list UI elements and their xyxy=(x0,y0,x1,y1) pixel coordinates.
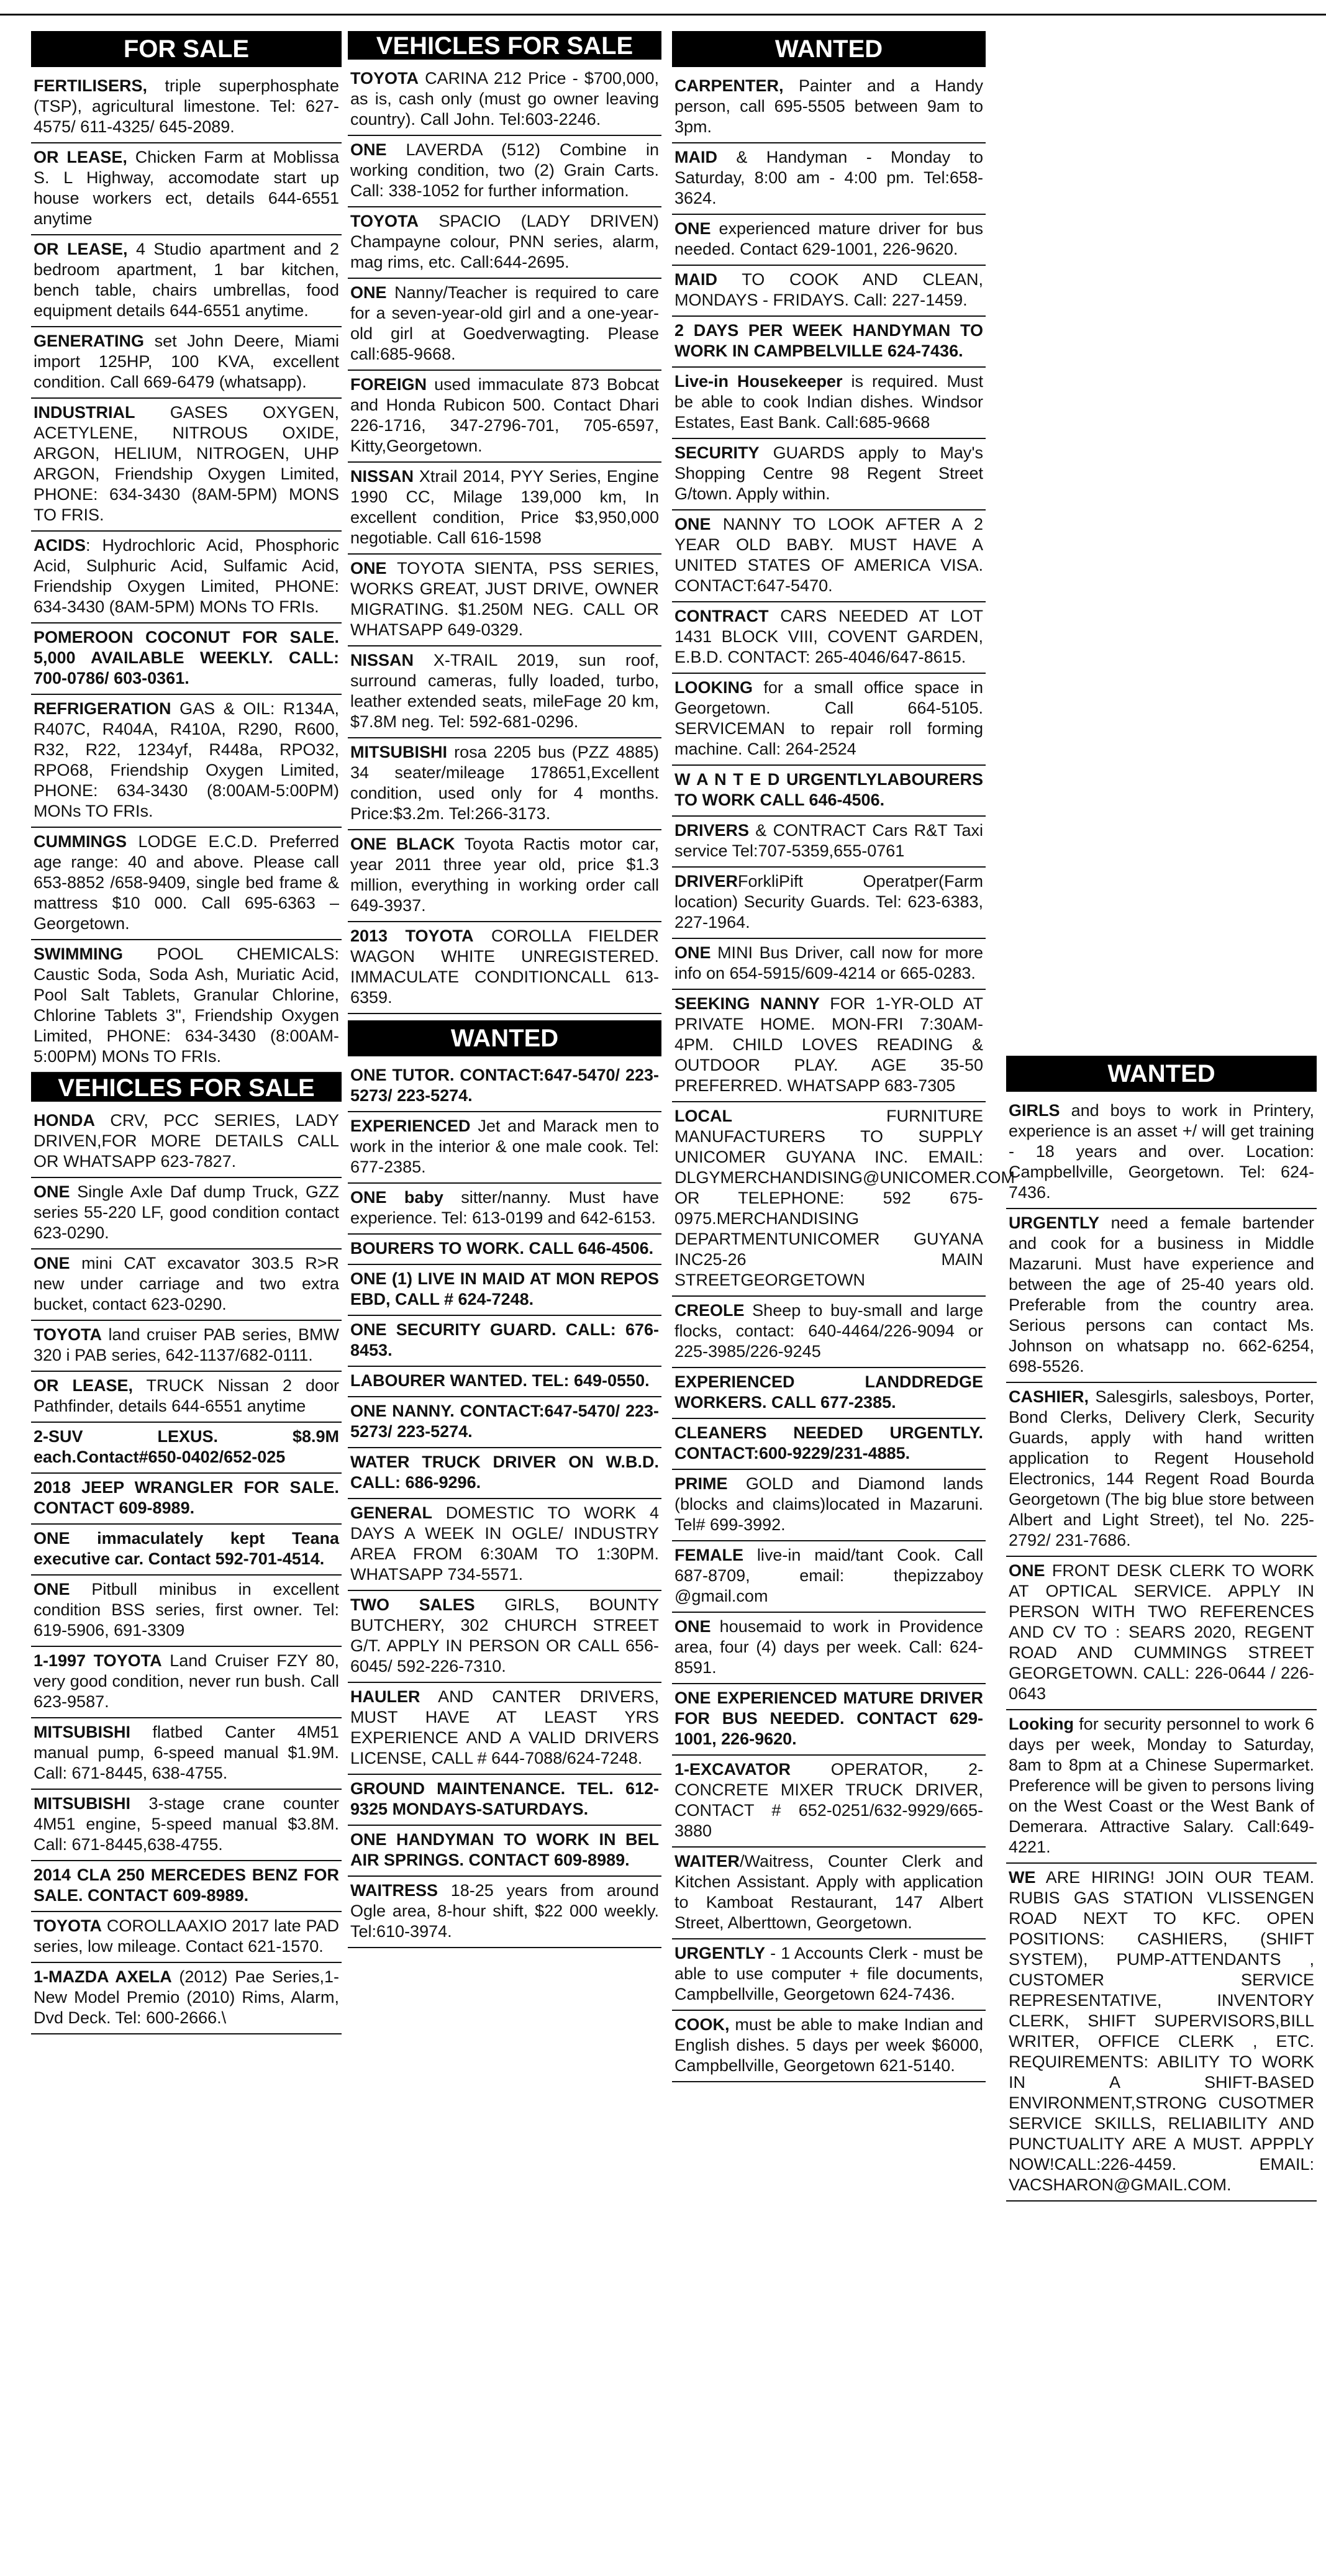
ad-lead: ONE xyxy=(674,943,711,962)
ad-body: need a female bartender and cook for a business in Middle Mazaruni. Must have experience and between the age of 25-40 years old. Preferable from the country area. Serious persons can contact Ms. Johnson on whatsapp no. 662-6254, 698-5526. xyxy=(1009,1213,1314,1376)
ad-body: Painter and a Handy person, call 695-5505 between 9am to 3pm. xyxy=(674,76,983,136)
ad-body: GAS & OIL: R134A, R407C, R404A, R410A, R290, R600, R32, R22, 1234yf, R448a, RPO32, RPO68, Friendship Oxygen Limited, PHONE: 634-3430 (8:00AM-5:00PM) MONs TO FRIs. xyxy=(34,699,339,820)
classified-ad xyxy=(31,1178,342,1249)
ad-body: housemaid to work in Providence area, four (4) days per week. Call: 624-8591. xyxy=(674,1617,983,1677)
ad-lead: CONTRACT xyxy=(674,607,769,625)
classified-ad xyxy=(348,922,661,1014)
classified-ad xyxy=(31,327,342,399)
classified-ad xyxy=(672,766,986,817)
ad-body: CARINA 212 Price - $700,000, as is, cash only (must go owner leaving country). Call John. Tel:603-2246. xyxy=(350,69,659,129)
classified-ad xyxy=(348,830,661,922)
classified-ad xyxy=(348,136,661,207)
ad-lead: ONE EXPERIENCED MATURE DRIVER FOR BUS NEEDED. CONTACT 629-1001, 226-9620. xyxy=(674,1689,983,1748)
ad-body: LODGE E.C.D. Preferred age range: 40 and above. Please call 653-8852 /658-9409, single bed frame & mattress $10 000. Call 695-6363 – Georgetown. xyxy=(34,832,339,933)
ad-body: must be able to make Indian and English dishes. 5 days per week $6000, Campbellville, Georgetown 621-5140. xyxy=(674,2015,983,2075)
ad-lead: ONE xyxy=(34,1254,70,1272)
ad-lead: ONE HANDYMAN TO WORK IN BEL AIR SPRINGS. CONTACT 609-8989. xyxy=(350,1830,659,1869)
ad-body: flatbed Canter 4M51 manual pump, 6-speed manual $1.9M. Call: 671-8445, 638-4755. xyxy=(34,1723,339,1782)
ad-lead: ONE immaculately kept Teana executive car. Contact 592-701-4514. xyxy=(34,1529,339,1568)
ad-lead: TOYOTA xyxy=(350,212,419,230)
section-header-for-sale: FOR SALE xyxy=(31,31,342,67)
classified-ad xyxy=(672,868,986,939)
ad-body: GASES OXYGEN, ACETYLENE, NITROUS OXIDE, ARGON, HELIUM, NITROGEN, UHP ARGON, Friendship Oxygen Limited, PHONE: 634-3430 (8AM-5PM) MONS TO FRIS. xyxy=(34,403,339,524)
classified-ad xyxy=(31,1474,342,1525)
section-header-vehicles-for-sale: VEHICLES FOR SALE xyxy=(348,31,661,60)
classified-ad xyxy=(31,1525,342,1576)
classified-ad xyxy=(672,368,986,439)
ad-lead: CARPENTER, xyxy=(674,76,784,95)
classified-ad xyxy=(348,1265,661,1316)
classified-ad xyxy=(672,1541,986,1613)
ad-lead: URGENTLY xyxy=(674,1944,766,1962)
classified-ad xyxy=(1006,1383,1317,1557)
wanted-list xyxy=(672,72,1015,2082)
vehicles-list xyxy=(31,1107,342,2034)
classified-ad xyxy=(31,940,342,1073)
column-3 xyxy=(672,31,1015,2082)
ad-lead: OR LEASE, xyxy=(34,1376,133,1395)
ad-body: FURNITURE MANUFACTURERS TO SUPPLY UNICOMER GUYANA INC. EMAIL: DLGYMERCHANDISING@UNICOMER.COM OR TELEPHONE: 592 675-0975.MERCHANDISING DEPARTMENTUNICOMER GUYANA INC25-26 MAIN STREETGEORGETOWN xyxy=(674,1107,1015,1289)
ad-body: - 1 Accounts Clerk - must be able to use computer + file documents, Campbellville, Georgetown 624-7436. xyxy=(674,1944,983,2003)
ad-lead: CASHIER, xyxy=(1009,1387,1089,1406)
ad-body: /Waitress, Counter Clerk and Kitchen Assistant. Apply with application to Kamboat Restaurant, 147 Albert Street, Alberttown, Georgetown. xyxy=(674,1852,983,1932)
classified-ad xyxy=(348,1448,661,1499)
ad-body: COROLLAAXIO 2017 late PAD series, low mileage. Contact 621-1570. xyxy=(34,1916,339,1956)
ad-body: TOYOTA SIENTA, PSS SERIES, WORKS GREAT, JUST DRIVE, OWNER MIGRATING. $1.250M NEG. CALL OR WHATSAPP 649-0329. xyxy=(350,559,659,639)
classified-ad xyxy=(348,1877,661,1948)
wanted-list xyxy=(348,1061,661,1948)
classified-ad xyxy=(348,1591,661,1683)
ad-lead: ONE NANNY. CONTACT:647-5470/ 223-5273/ 223-5274. xyxy=(350,1402,659,1441)
ad-lead: OR LEASE, xyxy=(34,148,127,166)
ad-body: & CONTRACT Cars R&T Taxi service Tel:707-5359,655-0761 xyxy=(674,821,983,860)
ad-lead: HAULER xyxy=(350,1687,420,1706)
ad-body: CARS NEEDED AT LOT 1431 BLOCK VIII, COVENT GARDEN, E.B.D. CONTACT: 265-4046/647-8615. xyxy=(674,607,983,666)
ad-lead: WE xyxy=(1009,1868,1036,1887)
classified-ad xyxy=(672,1419,986,1470)
classified-ad xyxy=(672,143,986,215)
ad-body: X-TRAIL 2019, sun roof, surround cameras, fully loaded, turbo, leather extended seats, mileFage 20 km, $7.8M neg. Tel: 592-681-0296. xyxy=(350,651,659,731)
ad-body: & Handyman - Monday to Saturday, 8:00 am - 4:00 pm. Tel:658-3624. xyxy=(674,148,983,207)
ad-lead: ONE xyxy=(350,140,387,159)
ad-lead: GROUND MAINTENANCE. TEL. 612-9325 MONDAYS-SATURDAYS. xyxy=(350,1779,659,1818)
ad-body: TRUCK Nissan 2 door Pathfinder, details 644-6551 anytime xyxy=(34,1376,339,1415)
ad-body: AND CANTER DRIVERS, MUST HAVE AT LEAST YRS EXPERIENCE AND A VALID DRIVERS LICENSE, CALL # 644-7088/624-7248. xyxy=(350,1687,659,1767)
classified-ad xyxy=(31,1718,342,1790)
ad-lead: EXPERIENCED xyxy=(350,1117,471,1135)
ad-body: POOL CHEMICALS: Caustic Soda, Soda Ash, Muriatic Acid, Pool Salt Tablets, Granular Chlorine, Chlorine Tablets 3", Friendship Oxygen Limited, PHONE: 634-3430 (8:00AM-5:00PM) MONs TO FRIs. xyxy=(34,945,339,1066)
ad-body: 4 Studio apartment and 2 bedroom apartment, 1 bar kitchen, bench table, chairs umbrellas, food equipment details 644-6551 anytime. xyxy=(34,240,339,320)
ad-body: Sheep to buy-small and large flocks, contact: 640-4464/226-9094 or 225-3985/226-9245 xyxy=(674,1301,983,1361)
ad-body: FOR 1-YR-OLD AT PRIVATE HOME. MON-FRI 7:30AM-4PM. CHILD LOVES READING & OUTDOOR PLAY. AGE 35-50 PREFERRED. WHATSAPP 683-7305 xyxy=(674,994,983,1095)
classified-ad xyxy=(348,463,661,555)
ad-body: mini CAT excavator 303.5 R>R new under carriage and two extra bucket, contact 623-0290. xyxy=(34,1254,339,1313)
ad-lead: W A N T E D URGENTLYLABOURERS TO WORK CALL 646-4506. xyxy=(674,770,983,809)
ad-lead: HONDA xyxy=(34,1111,95,1130)
classified-ad xyxy=(348,1235,661,1265)
ad-lead: COOK, xyxy=(674,2015,730,2034)
ad-body: Single Axle Daf dump Truck, GZZ series 55-220 LF, good condition contact 623-0290. xyxy=(34,1182,339,1242)
classified-ad xyxy=(348,555,661,646)
vehicles-list xyxy=(348,65,661,1014)
classified-ad xyxy=(348,279,661,371)
classified-ad xyxy=(672,602,986,674)
ad-lead: ONE xyxy=(674,1617,711,1636)
top-rule xyxy=(0,14,1326,16)
ad-body: Chicken Farm at Moblissa S. L Highway, accomodate start up house workers ect, details 644-6551 anytime xyxy=(34,148,339,228)
ad-body: MINI Bus Driver, call now for more info on 654-5915/609-4214 or 665-0283. xyxy=(674,943,983,982)
ad-body: : Hydrochloric Acid, Phosphoric Acid, Sulphuric Acid, Sulfamic Acid, Friendship Oxygen Limited, PHONE: 634-3430 (8AM-5PM) MONs TO FRIs. xyxy=(34,536,339,616)
ad-body: set John Deere, Miami import 125HP, 100 KVA, excellent condition. Call 669-6479 (whatsapp). xyxy=(34,332,339,391)
ad-lead: CUMMINGS xyxy=(34,832,127,851)
ad-lead: ONE (1) LIVE IN MAID AT MON REPOS EBD, CALL # 624-7248. xyxy=(350,1269,659,1308)
ad-lead: OR LEASE, xyxy=(34,240,128,258)
section-header-wanted: WANTED xyxy=(1006,1056,1317,1092)
ad-lead: 2-SUV LEXUS. $8.9M each.Contact#650-0402/652-025 xyxy=(34,1427,339,1466)
ad-body: Land Cruiser FZY 80, very good condition, never run bush. Call 623-9587. xyxy=(34,1651,340,1711)
ad-body: live-in maid/tant Cook. Call 687-8709, email: thepizzaboy @gmail.com xyxy=(674,1546,983,1605)
classified-ad xyxy=(672,439,986,510)
classified-ad xyxy=(348,371,661,463)
ad-lead: MITSUBISHI xyxy=(350,743,448,761)
ad-body: OPERATOR, 2- CONCRETE MIXER TRUCK DRIVER, CONTACT # 652-0251/632-9929/665-3880 xyxy=(674,1760,983,1840)
ad-lead: CREOLE xyxy=(674,1301,745,1320)
classified-ad xyxy=(31,1963,342,2034)
ad-body: used immaculate 873 Bobcat and Honda Rubicon 500. Contact Dhari 226-1716, 347-2796-701, 705-6597, Kitty,Georgetown. xyxy=(350,375,659,455)
classified-ad xyxy=(672,1470,986,1541)
classified-ad xyxy=(672,1102,1015,1297)
ad-lead: MAID xyxy=(674,148,717,166)
classified-ad xyxy=(348,1367,661,1397)
ad-lead: DRIVER xyxy=(674,872,738,891)
ad-lead: LOCAL xyxy=(674,1107,732,1125)
ad-lead: ONE xyxy=(34,1580,70,1599)
ad-lead: 2 DAYS PER WEEK HANDYMAN TO WORK IN CAMPBELVILLE 624-7436. xyxy=(674,321,983,360)
ad-lead: PRIME xyxy=(674,1474,728,1493)
classified-ad xyxy=(672,817,986,868)
ad-body: for security personnel to work 6 days per week, Monday to Saturday, 8am to 8pm at a Chinese Supermarket. Preference will be given to persons living on the West Coast or the West Bank of Demerara. Attractive Salary. Call:649-4221. xyxy=(1009,1715,1314,1856)
classified-ad xyxy=(672,266,986,317)
classified-ad xyxy=(31,235,342,327)
classified-ad xyxy=(672,1368,986,1419)
ad-lead: SEEKING NANNY xyxy=(674,994,820,1013)
ad-body: CRV, PCC SERIES, LADY DRIVEN,FOR MORE DETAILS CALL OR WHATSAPP 623-7827. xyxy=(34,1111,339,1171)
section-header-vehicles-for-sale: VEHICLES FOR SALE xyxy=(31,1073,342,1102)
classified-ad xyxy=(1006,1864,1317,2202)
classified-ad xyxy=(672,510,986,602)
classified-ad xyxy=(672,1613,986,1684)
classified-ad xyxy=(348,1184,661,1235)
ad-body: Toyota Ractis motor car, year 2011 three year old, price $1.3 million, everything in working order call 649-3937. xyxy=(350,835,660,915)
column-2 xyxy=(348,31,661,1948)
classified-ad xyxy=(348,1683,661,1775)
classified-ad xyxy=(1006,1710,1317,1864)
classified-ad xyxy=(31,1861,342,1912)
ad-lead: 2013 TOYOTA xyxy=(350,927,474,945)
classified-ad xyxy=(31,72,342,143)
classified-ad xyxy=(348,1397,661,1448)
for-sale-list xyxy=(31,72,342,1073)
ad-body: 3-stage crane counter 4M51 engine, 5-speed manual $3.8M. Call: 671-8445,638-4755. xyxy=(34,1794,339,1854)
classified-ad xyxy=(672,1939,986,2011)
ad-lead: FEMALE xyxy=(674,1546,743,1564)
ad-lead: ACIDS xyxy=(34,536,86,555)
classified-ad xyxy=(31,399,342,532)
classified-ad xyxy=(672,1756,986,1848)
ad-body: Xtrail 2014, PYY Series, Engine 1990 CC, Milage 139,000 km, In excellent condition, Price $3,950,000 negotiable. Call 616-1598 xyxy=(350,467,659,547)
classified-ad xyxy=(31,1107,342,1178)
ad-lead: POMEROON COCONUT FOR SALE. 5,000 AVAILABLE WEEKLY. CALL: 700-0786/ 603-0361. xyxy=(34,628,339,687)
ad-lead: WATER TRUCK DRIVER ON W.B.D. CALL: 686-9296. xyxy=(350,1453,659,1492)
column-4 xyxy=(1006,1056,1317,2202)
classified-ad xyxy=(672,674,986,766)
classified-ad xyxy=(672,1297,986,1368)
classified-ad xyxy=(348,646,661,738)
classified-ad xyxy=(1006,1097,1317,1209)
ad-lead: 2014 CLA 250 MERCEDES BENZ FOR SALE. CONTACT 609-8989. xyxy=(34,1866,339,1905)
ad-lead: INDUSTRIAL xyxy=(34,403,135,422)
ad-lead: ONE SECURITY GUARD. CALL: 676-8453. xyxy=(350,1320,659,1359)
ad-lead: NISSAN xyxy=(350,467,414,486)
classified-ad xyxy=(348,207,661,279)
classified-ad xyxy=(31,695,342,828)
ad-lead: MITSUBISHI xyxy=(34,1723,131,1741)
ad-lead: TWO SALES xyxy=(350,1595,475,1614)
ad-lead: Looking xyxy=(1009,1715,1074,1733)
ad-body: SPACIO (LADY DRIVEN) Champayne colour, PNN series, alarm, mag rims, etc. Call:644-2695. xyxy=(350,212,659,271)
classified-ad xyxy=(31,1372,342,1423)
ad-lead: TOYOTA xyxy=(34,1325,102,1344)
ad-lead: GIRLS xyxy=(1009,1101,1060,1120)
classified-ad xyxy=(31,532,342,624)
ad-body: Salesgirls, salesboys, Porter, Bond Clerks, Delivery Clerk, Security Guards, apply with hand written application to Regent Household Electronics, 144 Regent Road Bourda Georgetown (The big blue store between Albert and Light Street), tel No. 225-2792/ 231-7686. xyxy=(1009,1387,1314,1549)
classified-ad xyxy=(672,215,986,266)
ad-lead: WAITRESS xyxy=(350,1881,438,1900)
classified-ad xyxy=(31,624,342,695)
ad-lead: ONE xyxy=(1009,1561,1045,1580)
ad-body: Pitbull minibus in excellent condition BSS series, first owner. Tel: 619-5906, 691-3309 xyxy=(34,1580,339,1639)
ad-body: GIRLS, BOUNTY BUTCHERY, 302 CHURCH STREET G/T. APPLY IN PERSON OR CALL 656-6045/ 592-226-7310. xyxy=(350,1595,659,1676)
ad-lead: ONE BLACK xyxy=(350,835,455,853)
ad-body: (2012) Pae Series,1- New Model Premio (2010) Rims, Alarm, Dvd Deck. Tel: 600-2666.\ xyxy=(34,1967,339,2027)
ad-body: DOMESTIC TO WORK 4 DAYS A WEEK IN OGLE/ INDUSTRY AREA FROM 6:30AM TO 1:30PM. WHATSAPP 734-5571. xyxy=(350,1503,659,1584)
classified-ad xyxy=(672,1848,986,1939)
ad-lead: ONE xyxy=(674,515,711,533)
ad-lead: ONE xyxy=(674,219,711,238)
ad-lead: 1-EXCAVATOR xyxy=(674,1760,791,1779)
ad-lead: ONE xyxy=(350,283,387,302)
ad-body: GUARDS apply to May's Shopping Centre 98 Regent Street G/town. Apply within. xyxy=(674,443,983,503)
ad-body: rosa 2205 bus (PZZ 4885) 34 seater/mileage 178651,Excellent condition, used only for 4 months. Price:$3.2m. Tel:266-3173. xyxy=(350,743,659,823)
ad-body: GOLD and Diamond lands (blocks and claims)located in Mazaruni. Tel# 699-3992. xyxy=(674,1474,983,1534)
ad-body: ARE HIRING! JOIN OUR TEAM. RUBIS GAS STATION VLISSENGEN ROAD NEXT TO KFC. OPEN POSITIONS: CASHIERS, (SHIFT SYSTEM), PUMP-ATTENDANTS , CUSTOMER SERVICE REPRESENTATIVE, INVENTORY CLERK, SHIFT SUPERVISORS,BILL WRITER, OFFICE CLERK , ETC. REQUIREMENTS: ABILITY TO WORK IN A SHIFT-BASED ENVIRONMENT,STRONG CUSOTMER SERVICE SKILLS, RELIABILITY AND PUNCTUALITY ARE A MUST. APPPLY NOW!CALL:226-4459. EMAIL: VACSHARON@GMAIL.COM. xyxy=(1009,1868,1314,2194)
classified-ad xyxy=(31,1576,342,1647)
classified-ad xyxy=(31,1249,342,1321)
classified-ad xyxy=(348,1112,661,1184)
section-header-wanted: WANTED xyxy=(348,1020,661,1056)
classified-ad xyxy=(348,1826,661,1877)
ad-body: FRONT DESK CLERK TO WORK AT OPTICAL SERVICE. APPLY IN PERSON WITH TWO REFERENCES AND CV TO : SEARS 2020, REGENT ROAD AND CUMMINGS STREET GEORGETOWN. CALL: 226-0644 / 226-0643 xyxy=(1009,1561,1314,1703)
ad-lead: GENERAL xyxy=(350,1503,433,1522)
classified-ad xyxy=(1006,1557,1317,1710)
ad-body: is required. Must be able to cook Indian dishes. Windsor Estates, East Bank. Call:685-9668 xyxy=(674,372,984,432)
ad-lead: ONE baby xyxy=(350,1188,443,1207)
classified-ad xyxy=(348,65,661,136)
classified-ad xyxy=(672,72,986,143)
ad-lead: DRIVERS xyxy=(674,821,750,840)
ad-body: experienced mature driver for bus needed. Contact 629-1001, 226-9620. xyxy=(674,219,983,258)
ad-lead: EXPERIENCED LANDDREDGE WORKERS. CALL 677-2385. xyxy=(674,1372,983,1412)
ad-lead: GENERATING xyxy=(34,332,145,350)
ad-body: Nanny/Teacher is required to care for a seven-year-old girl and a one-year-old girl at Goedverwagting. Please call:685-9668. xyxy=(350,283,659,363)
classified-ad xyxy=(348,1775,661,1826)
classified-ad xyxy=(31,143,342,235)
ad-lead: TOYOTA xyxy=(350,69,419,88)
ad-body: for a small office space in Georgetown. Call 664-5105. SERVICEMAN to repair roll forming machine. Call: 264-2524 xyxy=(674,678,983,758)
ad-lead: FOREIGN xyxy=(350,375,427,394)
ad-lead: ONE TUTOR. CONTACT:647-5470/ 223-5273/ 223-5274. xyxy=(350,1066,659,1105)
classified-ad xyxy=(31,1647,342,1718)
ad-lead: 2018 JEEP WRANGLER FOR SALE. CONTACT 609-8989. xyxy=(34,1478,339,1517)
ad-lead: LABOURER WANTED. TEL: 649-0550. xyxy=(350,1371,650,1390)
ad-body: LAVERDA (512) Combine in working condition, two (2) Grain Carts. Call: 338-1052 for further information. xyxy=(350,140,659,200)
classified-ad xyxy=(348,738,661,830)
classified-ad xyxy=(672,939,986,990)
ad-body: 18-25 years from around Ogle area, 8-hour shift, $22 000 weekly. Tel:610-3974. xyxy=(350,1881,659,1941)
ad-lead: TOYOTA xyxy=(34,1916,102,1935)
ad-lead: LOOKING xyxy=(674,678,753,697)
ad-lead: Live-in Housekeeper xyxy=(674,372,843,391)
classified-ad xyxy=(31,1321,342,1372)
classified-ad xyxy=(672,1684,986,1756)
ad-lead: MITSUBISHI xyxy=(34,1794,131,1813)
ad-body: and boys to work in Printery, experience is an asset +/ will get training - 18 years and over. Location: Campbellville, Georgetown. Tel: 624-7436. xyxy=(1009,1101,1314,1202)
classified-ad xyxy=(1006,1209,1317,1383)
ad-body: land cruiser PAB series, BMW 320 i PAB series, 642-1137/682-0111. xyxy=(34,1325,339,1364)
section-header-wanted: WANTED xyxy=(672,31,986,67)
classified-ad xyxy=(31,1912,342,1963)
column-1 xyxy=(31,31,342,2034)
ad-lead: ONE xyxy=(350,559,387,578)
ad-lead: ONE xyxy=(34,1182,70,1201)
ad-body: sitter/nanny. Must have experience. Tel: 613-0199 and 642-6153. xyxy=(350,1188,660,1227)
ad-body: ForkliPift Operatper(Farm location) Security Guards. Tel: 623-6383, 227-1964. xyxy=(674,872,983,932)
ad-lead: WAITER xyxy=(674,1852,740,1871)
ad-lead: MAID xyxy=(674,270,717,289)
ad-body: triple superphosphate (TSP), agricultural limestone. Tel: 627-4575/ 611-4325/ 645-2089. xyxy=(34,76,339,136)
ad-body: COROLLA FIELDER WAGON WHITE UNREGISTERED. IMMACULATE CONDITIONCALL 613-6359. xyxy=(350,927,659,1007)
ad-body: Jet and Marack men to work in the interior & one male cook. Tel: 677-2385. xyxy=(350,1117,659,1176)
classified-ad xyxy=(672,317,986,368)
ad-lead: 1-MAZDA AXELA xyxy=(34,1967,172,1986)
classified-ad xyxy=(31,1423,342,1474)
classified-ad xyxy=(348,1499,661,1591)
classified-ad xyxy=(348,1061,661,1112)
classified-ad xyxy=(672,2011,986,2082)
ad-lead: FERTILISERS, xyxy=(34,76,148,95)
ad-lead: SWIMMING xyxy=(34,945,123,963)
classified-ad xyxy=(348,1316,661,1367)
ad-lead: REFRIGERATION xyxy=(34,699,171,718)
wanted-list xyxy=(1006,1097,1317,2202)
classified-ad xyxy=(31,828,342,940)
ad-lead: URGENTLY xyxy=(1009,1213,1100,1232)
ad-lead: 1-1997 TOYOTA xyxy=(34,1651,162,1670)
ad-body: NANNY TO LOOK AFTER A 2 YEAR OLD BABY. MUST HAVE A UNITED STATES OF AMERICA VISA. CONTACT:647-5470. xyxy=(674,515,983,595)
ad-lead: BOURERS TO WORK. CALL 646-4506. xyxy=(350,1239,654,1258)
ad-lead: SECURITY xyxy=(674,443,760,462)
ad-lead: CLEANERS NEEDED URGENTLY. CONTACT:600-9229/231-4885. xyxy=(674,1423,983,1463)
ad-lead: NISSAN xyxy=(350,651,414,669)
ad-body: TO COOK AND CLEAN, MONDAYS - FRIDAYS. Call: 227-1459. xyxy=(674,270,983,309)
classified-ad xyxy=(672,990,986,1102)
classified-ad xyxy=(31,1790,342,1861)
